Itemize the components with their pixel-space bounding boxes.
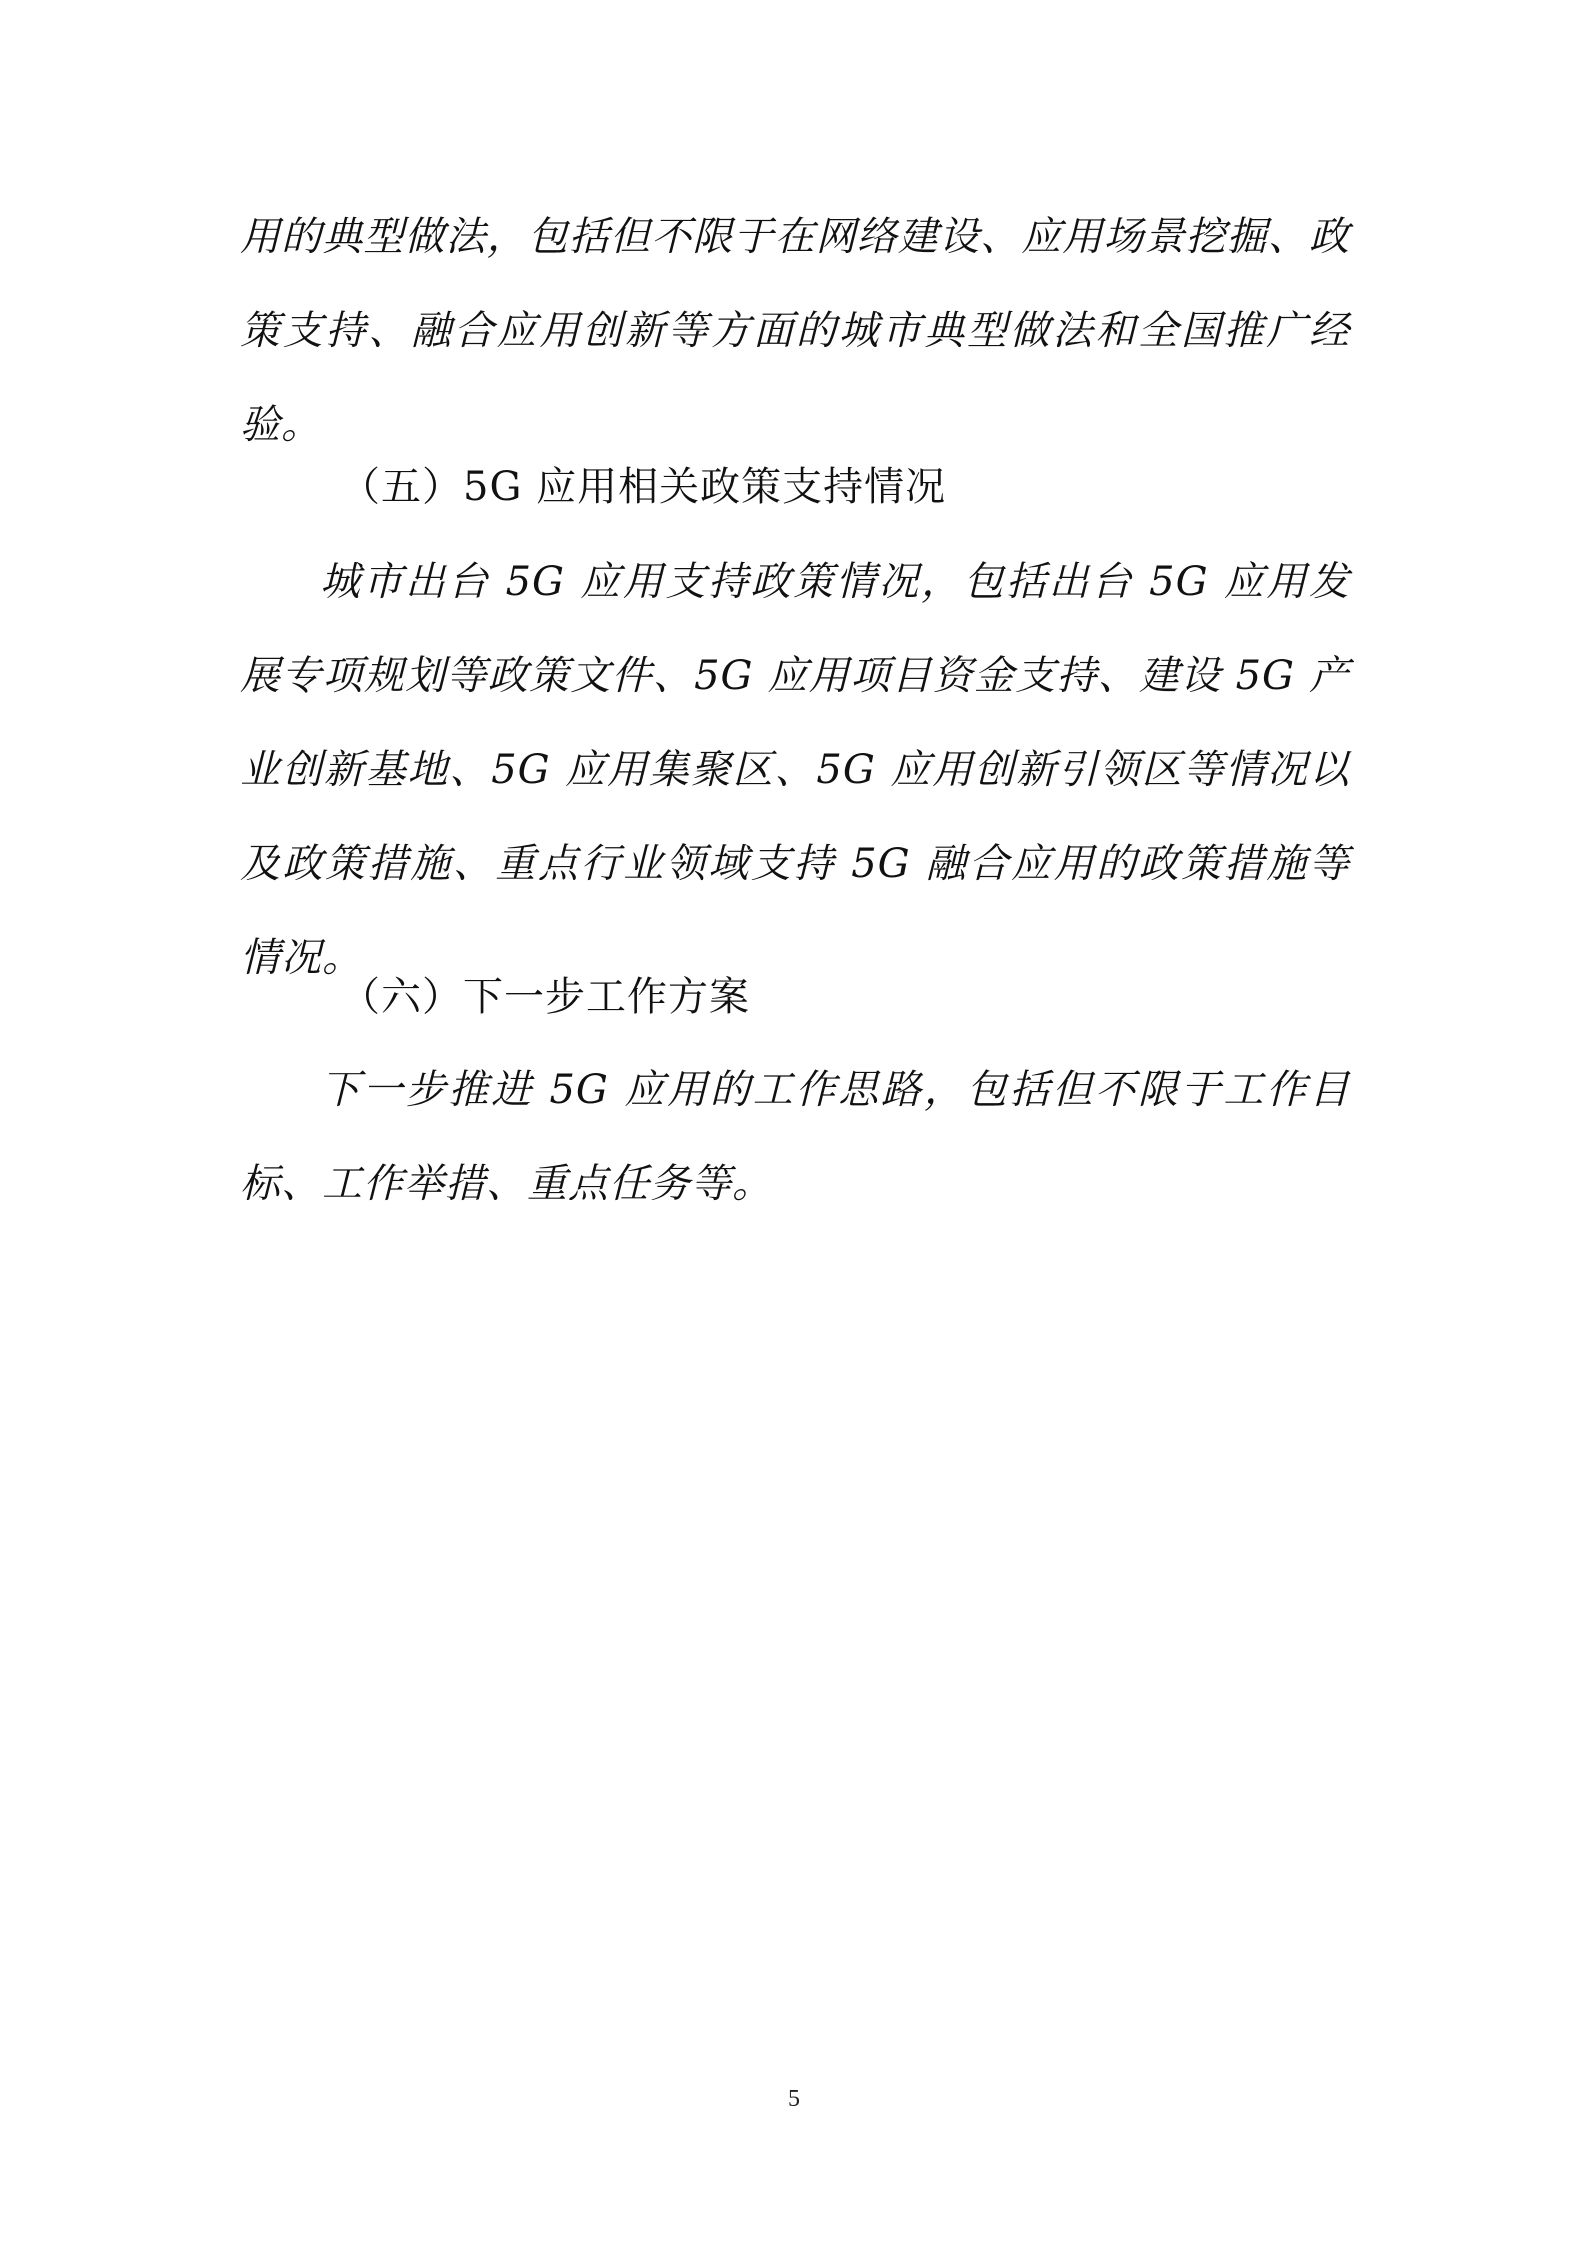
section-5-body: 城市出台 5G 应用支持政策情况，包括出台 5G 应用发展专项规划等政策文件、5G 应用项目资金支持、建设 5G 产业创新基地、5G 应用集聚区、5G 应用创新引领区等情况以及政策措施、重点行业领域支持 5G 融合应用的政策措施等情况。 [240, 559, 1350, 981]
page-number: 5 [788, 2086, 800, 2112]
continued-paragraph: 用的典型做法，包括但不限于在网络建设、应用场景挖掘、政策支持、融合应用创新等方面的城市典型做法和全国推广经验。 [240, 214, 1350, 448]
section-6-heading: （六）下一步工作方案 [340, 974, 750, 1020]
section-5-heading: （五）5G 应用相关政策支持情况 [340, 464, 947, 510]
section-6-body: 下一步推进 5G 应用的工作思路，包括但不限于工作目标、工作举措、重点任务等。 [240, 1067, 1350, 1207]
